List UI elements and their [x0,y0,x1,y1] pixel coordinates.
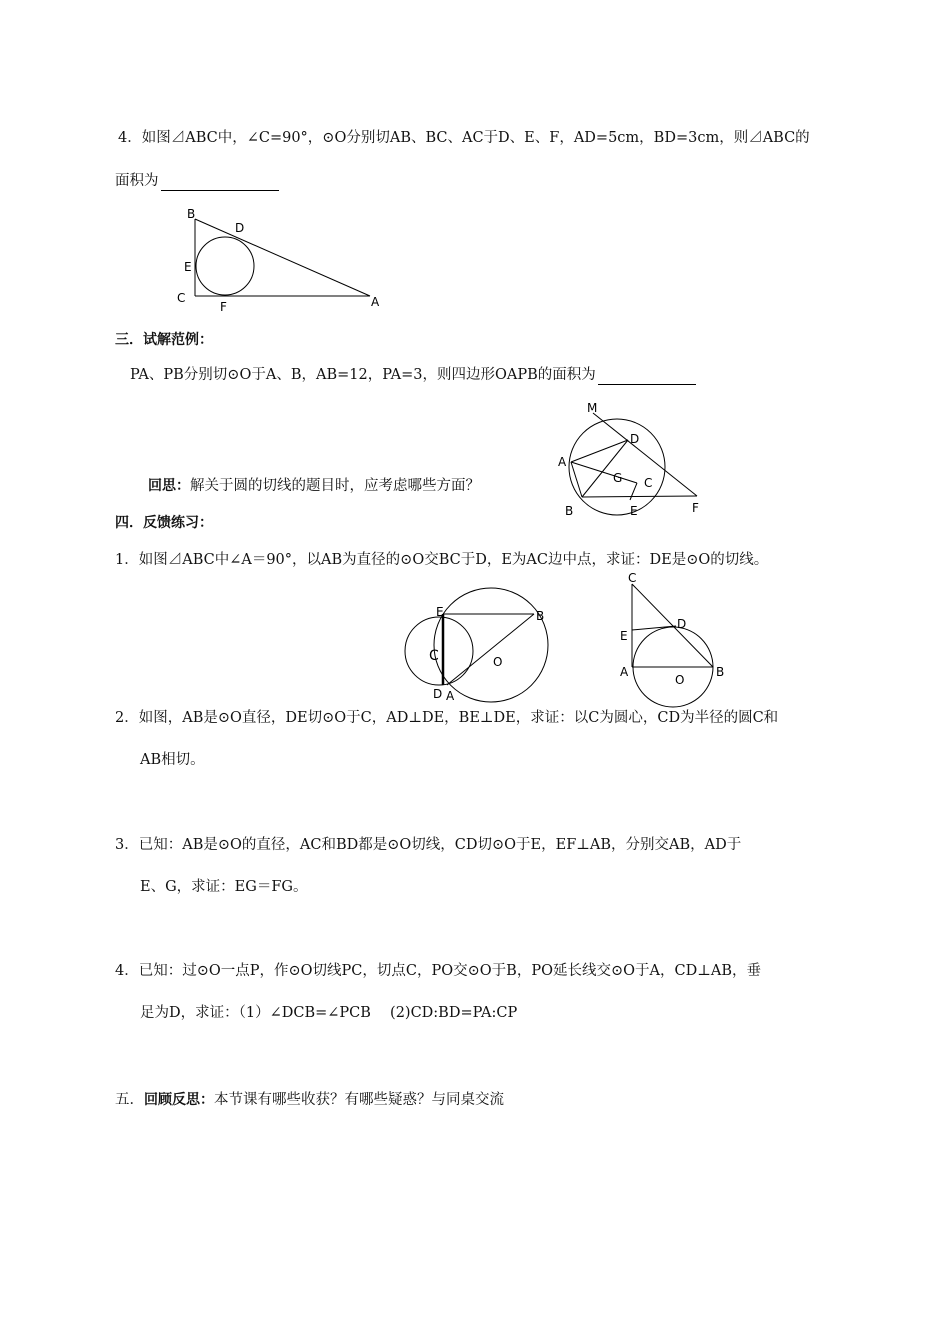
label-d2: D [630,432,640,446]
label-f2: F [692,501,699,515]
q4-line2-text: 面积为 [115,173,159,189]
answer-blank-q4[interactable] [161,174,279,191]
segment-ed4 [632,626,676,630]
section3-title: 三．试解范例： [115,332,213,348]
label-e3: E [436,605,444,619]
segment-cb4 [632,584,713,667]
section3-problem [130,365,696,385]
label-b4: B [716,665,725,679]
label-e2: E [630,504,638,518]
label-a: A [371,295,380,309]
label-a2: A [558,455,567,469]
line-a-c [571,462,637,483]
label-g: G [613,471,623,485]
exercise-4-line1: 4．已知：过⊙O一点P，作⊙O切线PC，切点C，PO交⊙O于B，PO延长线交⊙O于A，CD⊥AB，垂 [115,963,761,979]
exercise-1: 1．如图⊿ABC中∠A＝90°，以AB为直径的⊙O交BC于D，E为AC边中点，求证：DE是⊙O的切线。 [115,552,769,568]
label-a3: A [446,689,455,703]
label-o3: O [493,655,503,669]
exercise-2-line2: AB相切。 [140,752,205,768]
label-c3: C [429,648,439,664]
label-d: D [235,221,245,235]
line-b-f [582,496,697,497]
figure-circle-tangent [550,400,720,525]
label-b2: B [565,504,574,518]
exercise-3-line1: 3．已知：AB是⊙O的直径，AC和BD都是⊙O切线，CD切⊙O于E，EF⊥AB，分别交AB，AD于 [115,837,742,853]
exercise-2-line1: 2．如图，AB是⊙O直径，DE切⊙O于C，AD⊥DE，BE⊥DE，求证：以C为圆心，CD为半径的圆C和 [115,710,779,726]
label-a4: A [620,665,629,679]
exercise-4-line2: 足为D，求证：（1）∠DCB=∠PCB (2)CD:BD=PA:CP [140,1005,518,1021]
label-c2: C [644,476,653,490]
label-e: E [184,260,192,274]
label-b3: B [536,609,545,623]
reflect-text: 解关于圆的切线的题目时，应考虑哪些方面？ [190,478,480,494]
incircle [196,237,254,295]
segment-ab [195,219,370,296]
section5-text: 本节课有哪些收获？有哪些疑惑？与同桌交流 [214,1092,504,1108]
line-a-b [571,462,582,497]
label-b: B [187,207,196,221]
figure-two-circles [400,600,555,705]
reflect-label: 回思： [148,478,190,494]
circle-c [405,617,473,685]
label-d4: D [677,617,687,631]
label-m: M [587,401,598,415]
section5-number: 五． [115,1092,144,1108]
label-e4: E [620,629,628,643]
label-f: F [220,300,227,314]
section4-title: 四．反馈练习： [115,515,213,531]
answer-blank-oapb[interactable] [598,368,696,385]
circle-o2 [434,588,548,702]
section3-problem-text: PA、PB分别切⊙O于A、B，AB=12，PA=3，则四边形OAPB的面积为 [130,367,596,383]
section5-bold: 回顾反思： [144,1092,214,1108]
q4-line2 [115,171,279,191]
label-c4: C [628,571,637,585]
figure-circle-diameter [615,570,735,690]
label-c: C [177,291,186,305]
line-c-e [630,483,637,500]
reflect-line [148,476,480,496]
exercise-3-line2: E、G，求证：EG＝FG。 [140,879,308,895]
section5-line [115,1090,504,1110]
figure-triangle-incircle [170,205,400,315]
q4-line1: 4．如图⊿ABC中，∠C=90°，⊙O分别切AB、BC、AC于D、E、F，AD=5cm，BD=3cm，则⊿ABC的 [118,130,810,146]
circle-o [569,419,665,515]
label-d3: D [433,687,443,701]
label-o4: O [675,673,685,687]
